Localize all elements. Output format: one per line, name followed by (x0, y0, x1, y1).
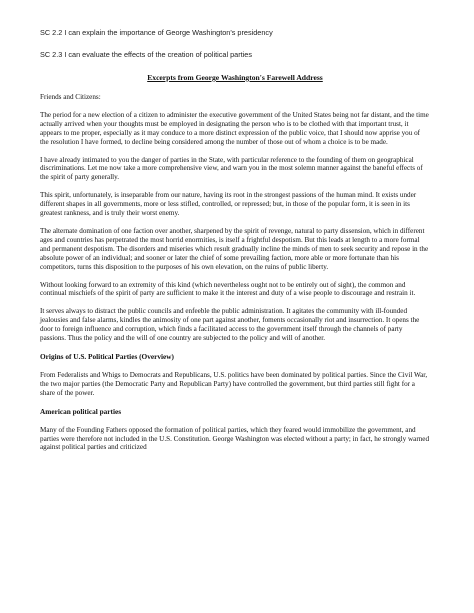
american-parties-paragraph: Many of the Founding Fathers opposed the formation of political parties, which they feared would immobilize the government, and parties were therefore not included in the U.S. Constitution. George Washington was elected without a party; in fact, he strongly warned against political parties and criticized (40, 425, 430, 452)
address-paragraph-5: Without looking forward to an extremity of this kind (which nevertheless ought not to be entirely out of sight), the common and continual mischiefs of the spirit of party are sufficient to make it the interest and duty of a wise people to discourage and restrain it. (40, 280, 416, 298)
address-paragraph-6: It serves always to distract the public councils and enfeeble the public administration. It agitates the community with ill-founded jealousies and false alarms, kindles the animosity of one part against another, foments occasionally riot and insurrection. It opens the door to foreign influence and corruption, which finds a facilitated access to the government itself through the channels of party passions. Thus the policy and the will of one country are subjected to the policy and will of another. (40, 307, 420, 343)
section-heading-american-parties: American political parties (40, 406, 122, 416)
document-title: Excerpts from George Washington's Farewell Address (147, 73, 323, 82)
address-paragraph-3: This spirit, unfortunately, is inseparable from our nature, having its root in the strongest passions of the human mind. It exists under different shapes in all governments, more or less stifled, controlled, or repressed; but, in those of the popular form, it is seen in its greatest rankness, and is truly their worst enemy. (40, 191, 417, 218)
address-paragraph-4: The alternate domination of one faction over another, sharpened by the spirit of revenge, natural to party dissension, which in different ages and countries has perpetrated the most horrid enormities, is itself a frightful despotism. But this leads at length to a more formal and permanent despotism. The disorders and miseries which result gradually incline the minds of men to seek security and repose in the absolute power of an individual; and sooner or later the chief of some prevailing faction, more able or more fortunate than his competitors, turns this disposition to the purposes of his own elevation, on the ruins of public liberty. (40, 226, 429, 271)
section-heading-origins: Origins of U.S. Political Parties (Overview) (40, 351, 174, 361)
address-paragraph-1: The period for a new election of a citizen to administer the executive government of the United States being not far distant, and the time actually arrived when your thoughts must be employed in designating the person who is to be clothed with that important trust, it appears to me proper, especially as it may conduce to a more distinct expression of the public voice, that I should now apprise you of the resolution I have formed, to decline being considered among the number of those out of whom a choice is to be made. (40, 110, 429, 146)
objective-sc-2-3: SC 2.3 I can evaluate the effects of the creation of political parties (40, 50, 253, 59)
origins-paragraph: From Federalists and Whigs to Democrats and Republicans, U.S. politics have been dominated by political parties. Since the Civil War, the two major parties (the Democratic Party and Republican Party) have controlled the government, but third parties still fight for a share of the power. (40, 370, 428, 397)
objective-sc-2-2: SC 2.2 I can explain the importance of George Washington's presidency (40, 28, 273, 37)
salutation: Friends and Citizens: (40, 93, 101, 101)
address-paragraph-2: I have already intimated to you the danger of parties in the State, with particular reference to the founding of them on geographical discriminations. Let me now take a more comprehensive view, and warn you in the most solemn manner against the baneful effects of the spirit of party generally. (40, 155, 423, 182)
